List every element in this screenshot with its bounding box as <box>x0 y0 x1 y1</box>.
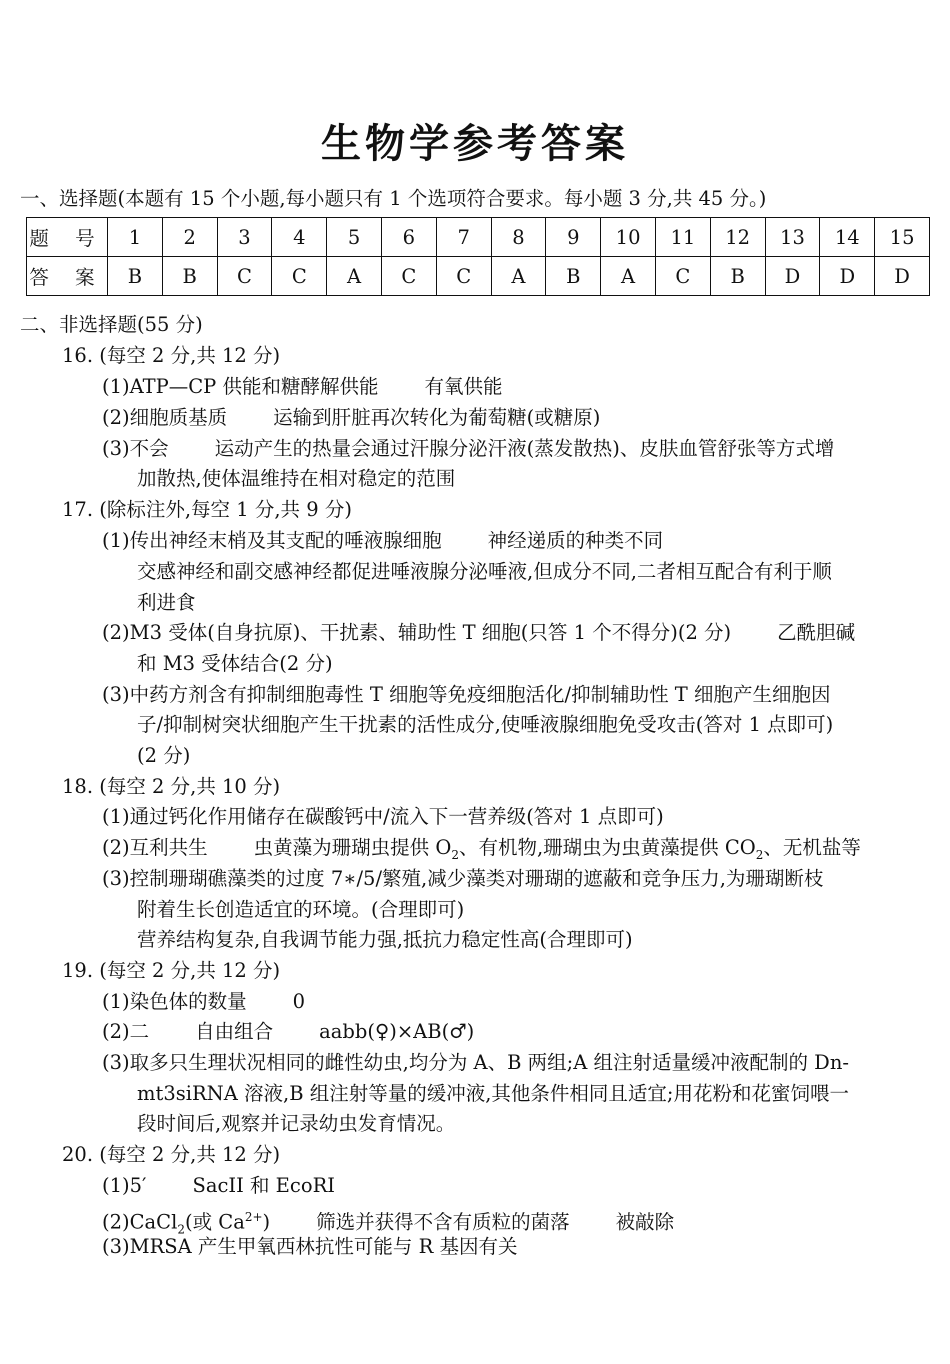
q16-answer-1 <box>102 374 503 400</box>
q18-2b-part2: 、有机物,珊瑚虫为虫黄藻提供 CO <box>458 836 756 859</box>
q18-2b-part1: 虫黄藻为珊瑚虫提供 O <box>253 836 452 859</box>
q16-2a: (2)细胞质基质 <box>102 406 228 429</box>
answer-cell: C <box>217 257 272 296</box>
q19-2a: (2)二 <box>102 1020 150 1043</box>
question-number: 6 <box>381 218 436 257</box>
question-number: 5 <box>327 218 382 257</box>
q17-answer-3-cont2: (2 分) <box>137 744 191 767</box>
q18-2b-sub2: 2 <box>755 847 764 862</box>
answer-cell: B <box>108 257 163 296</box>
question-number: 9 <box>546 218 601 257</box>
question-number: 11 <box>655 218 710 257</box>
answer-cell: B <box>710 257 765 296</box>
q20-1a: (1)5′ <box>102 1174 147 1197</box>
q18-2b-sub1: 2 <box>451 847 459 862</box>
q20-2a-part2: (或 Ca <box>184 1210 245 1234</box>
q18-answer-3: (3)控制珊瑚礁藻类的过度 7∗/5/繁殖,减少藻类对珊瑚的遮蔽和竞争压力,为珊瑚断枝 <box>102 867 824 890</box>
q18-2b-part3: 、无机盐等 <box>763 836 861 859</box>
q19-2b: 自由组合 <box>195 1020 274 1043</box>
q18-answer-3-cont2: 营养结构复杂,自我调节能力强,抵抗力稳定性高(合理即可) <box>137 928 633 951</box>
q16-3b: 运动产生的热量会通过汗腺分泌汗液(蒸发散热)、皮肤血管舒张等方式增 <box>214 437 835 460</box>
q17-answer-3: (3)中药方剂含有抑制细胞毒性 T 细胞等免疫细胞活化/抑制辅助性 T 细胞产生细胞因 <box>102 683 831 706</box>
answer-cell: C <box>272 257 327 296</box>
q20-answer-3: (3)MRSA 产生甲氧西林抗性可能与 R 基因有关 <box>102 1235 518 1258</box>
q20-2a-part3: ) <box>262 1210 271 1234</box>
page-title: 生物学参考答案 <box>321 121 629 167</box>
q16-3a: (3)不会 <box>102 437 169 460</box>
q19-answer-3-cont2: 段时间后,观察并记录幼虫发育情况。 <box>137 1112 456 1135</box>
q16-answer-3 <box>102 436 834 462</box>
answer-cell: D <box>820 257 875 296</box>
answer-cell: C <box>655 257 710 296</box>
q17-answer-2-cont: 和 M3 受体结合(2 分) <box>137 652 333 675</box>
answer-cell: C <box>381 257 436 296</box>
q18-2a: (2)互利共生 <box>102 836 208 859</box>
q19-1b: 0 <box>292 990 306 1013</box>
q17-answer-1 <box>102 528 663 554</box>
question-number: 15 <box>875 218 930 257</box>
q20-2a-part1: (2)CaCl <box>102 1210 178 1234</box>
q19-2c: aabb(♀)×AB(♂) <box>319 1020 475 1043</box>
q17-answer-3-cont: 子/抑制树突状细胞产生干扰素的活性成分,使唾液腺细胞免受攻击(答对 1 点即可) <box>137 713 834 736</box>
q16-answer-2 <box>102 405 600 431</box>
q19-answer-2 <box>102 1019 474 1045</box>
question-number: 3 <box>217 218 272 257</box>
q17-1b: 神经递质的种类不同 <box>487 529 664 552</box>
section1-heading: 一、选择题(本题有 15 个小题,每小题只有 1 个选项符合要求。每小题 3 分,共 45 分。) <box>20 187 767 210</box>
question-number: 2 <box>162 218 217 257</box>
question-number: 13 <box>765 218 820 257</box>
answer-cell: B <box>546 257 601 296</box>
q17-heading: 17. (除标注外,每空 1 分,共 9 分) <box>62 498 352 521</box>
answer-cell: B <box>162 257 217 296</box>
answer-table <box>26 217 930 296</box>
q20-2b: 筛选并获得不含有质粒的菌落 <box>316 1210 570 1234</box>
table-row-numbers <box>27 218 930 257</box>
answer-cell: D <box>765 257 820 296</box>
q18-heading: 18. (每空 2 分,共 10 分) <box>62 775 281 798</box>
q17-answer-1-cont: 交感神经和副交感神经都促进唾液腺分泌唾液,但成分不同,二者相互配合有利于顺 <box>137 560 832 583</box>
q20-1b: SacII 和 EcoRI <box>192 1174 335 1197</box>
q18-answer-2 <box>102 835 861 868</box>
answer-cell: D <box>875 257 930 296</box>
question-number: 12 <box>710 218 765 257</box>
q20-answer-1 <box>102 1173 335 1199</box>
q17-answer-1-cont2: 利进食 <box>137 591 196 614</box>
section2-heading: 二、非选择题(55 分) <box>20 313 203 336</box>
q19-answer-3-cont: mt3siRNA 溶液,B 组注射等量的缓冲液,其他条件相同且适宜;用花粉和花蜜饲喂一 <box>137 1082 849 1105</box>
q20-2c: 被敲除 <box>615 1210 675 1234</box>
question-number: 10 <box>601 218 656 257</box>
table-header-number: 题 号 <box>27 218 108 257</box>
q18-answer-3-cont: 附着生长创造适宜的环境。(合理即可) <box>137 898 465 921</box>
question-number: 8 <box>491 218 546 257</box>
question-number: 14 <box>820 218 875 257</box>
q16-answer-3-cont: 加散热,使体温维持在相对稳定的范围 <box>137 467 456 490</box>
answer-cell: A <box>327 257 382 296</box>
q20-2a-sup: 2+ <box>244 1210 263 1224</box>
q17-2a: (2)M3 受体(自身抗原)、干扰素、辅助性 T 细胞(只答 1 个不得分)(2 分) <box>102 621 732 644</box>
q19-1a: (1)染色体的数量 <box>102 990 247 1013</box>
answer-cell: A <box>491 257 546 296</box>
question-number: 4 <box>272 218 327 257</box>
q17-answer-2 <box>102 620 855 646</box>
table-header-answer: 答 案 <box>27 257 108 296</box>
table-row-answers <box>27 257 930 296</box>
q17-1a: (1)传出神经末梢及其支配的唾液腺细胞 <box>102 529 442 552</box>
question-number: 1 <box>108 218 163 257</box>
answer-cell: C <box>436 257 491 296</box>
q16-2b: 运输到肝脏再次转化为葡萄糖(或糖原) <box>273 406 601 429</box>
q19-answer-3: (3)取多只生理状况相同的雌性幼虫,均分为 A、B 两组;A 组注射适量缓冲液配制的 Dn- <box>102 1051 849 1074</box>
q19-answer-1 <box>102 989 305 1015</box>
q19-heading: 19. (每空 2 分,共 12 分) <box>62 959 281 982</box>
q20-heading: 20. (每空 2 分,共 12 分) <box>62 1143 281 1166</box>
q20-2a-sub: 2 <box>177 1222 185 1237</box>
q18-answer-1: (1)通过钙化作用储存在碳酸钙中/流入下一营养级(答对 1 点即可) <box>102 805 664 828</box>
q16-heading: 16. (每空 2 分,共 12 分) <box>62 344 281 367</box>
answer-cell: A <box>601 257 656 296</box>
q17-2b: 乙酰胆碱 <box>777 621 856 644</box>
q16-1b: 有氧供能 <box>424 375 503 398</box>
q16-1a: (1)ATP—CP 供能和糖酵解供能 <box>102 375 379 398</box>
question-number: 7 <box>436 218 491 257</box>
